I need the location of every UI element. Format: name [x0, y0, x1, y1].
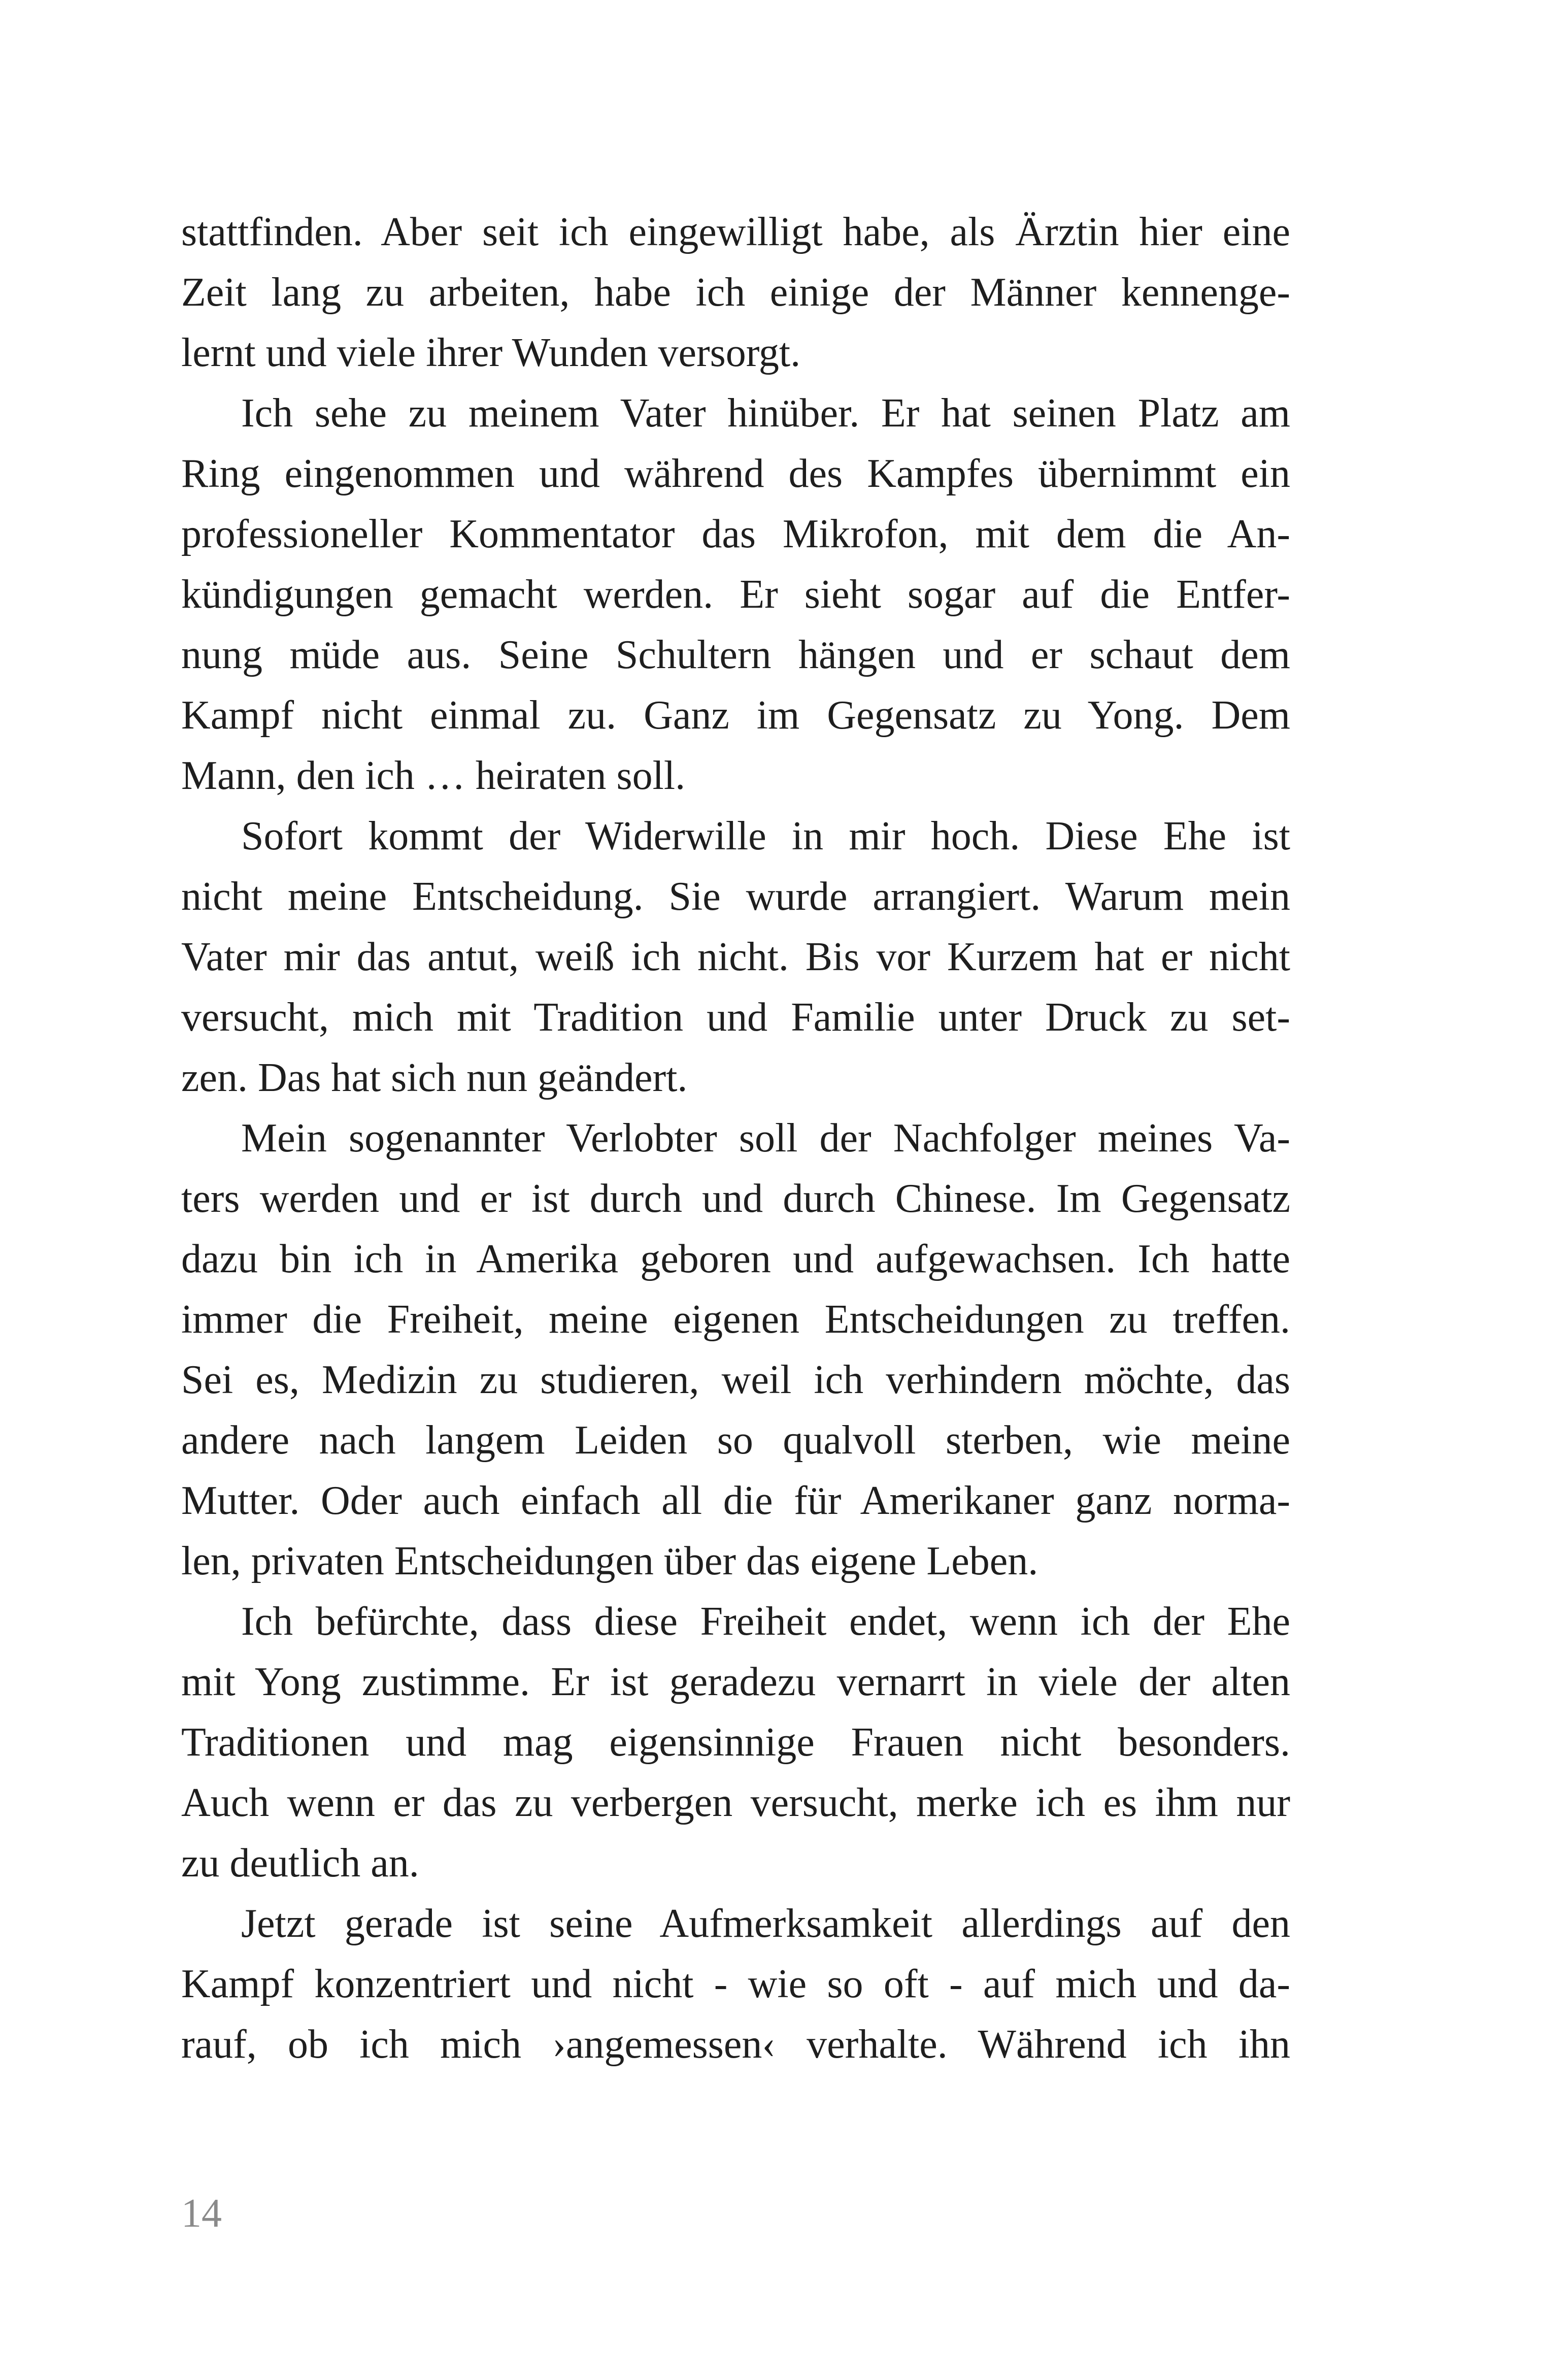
- text-line: nung müde aus. Seine Schultern hängen und er schaut dem: [181, 633, 1290, 677]
- text-line: dazu bin ich in Amerika geboren und aufgewachsen. Ich hatte: [181, 1237, 1290, 1281]
- text-line: lernt und viele ihrer Wunden versorgt.: [181, 330, 801, 375]
- text-line: len, privaten Entscheidungen über das eigene Leben.: [181, 1539, 1038, 1583]
- text-line: ters werden und er ist durch und durch Chinese. Im Gegensatz: [181, 1176, 1290, 1221]
- page-number: 14: [181, 2191, 222, 2236]
- text-line: Sofort kommt der Widerwille in mir hoch. Diese Ehe ist: [241, 814, 1290, 858]
- text-line: rauf, ob ich mich ›angemessen‹ verhalte. Während ich ihn: [181, 2022, 1290, 2067]
- text-line: Kampf konzentriert und nicht - wie so oft - auf mich und da-: [181, 1962, 1290, 2006]
- text-line: nicht meine Entscheidung. Sie wurde arrangiert. Warum mein: [181, 874, 1290, 919]
- text-line: andere nach langem Leiden so qualvoll sterben, wie meine: [181, 1418, 1290, 1463]
- text-line: immer die Freiheit, meine eigenen Entscheidungen zu treffen.: [181, 1297, 1290, 1342]
- text-line: zen. Das hat sich nun geändert.: [181, 1055, 688, 1100]
- text-line: Kampf nicht einmal zu. Ganz im Gegensatz zu Yong. Dem: [181, 693, 1290, 738]
- text-line: Ich befürchte, dass diese Freiheit endet, wenn ich der Ehe: [241, 1599, 1290, 1644]
- text-line: kündigungen gemacht werden. Er sieht sogar auf die Entfer-: [181, 572, 1290, 617]
- text-line: Sei es, Medizin zu studieren, weil ich verhindern möchte, das: [181, 1358, 1290, 1402]
- text-line: Ich sehe zu meinem Vater hinüber. Er hat seinen Platz am: [241, 391, 1290, 436]
- text-line: stattfinden. Aber seit ich eingewilligt habe, als Ärztin hier eine: [181, 210, 1290, 254]
- text-line: Mann, den ich … heiraten soll.: [181, 753, 686, 798]
- text-line: Mein sogenannter Verlobter soll der Nachfolger meines Va-: [241, 1116, 1290, 1161]
- body-text: [181, 202, 1290, 2075]
- text-line: Ring eingenommen und während des Kampfes übernimmt ein: [181, 451, 1290, 496]
- text-line: zu deutlich an.: [181, 1841, 419, 1886]
- text-line: professioneller Kommentator das Mikrofon, mit dem die An-: [181, 512, 1290, 556]
- text-line: Jetzt gerade ist seine Aufmerksamkeit allerdings auf den: [241, 1901, 1290, 1946]
- text-line: Zeit lang zu arbeiten, habe ich einige der Männer kennenge-: [181, 270, 1290, 315]
- text-line: Auch wenn er das zu verbergen versucht, merke ich es ihm nur: [181, 1780, 1290, 1825]
- text-line: Mutter. Oder auch einfach all die für Amerikaner ganz norma-: [181, 1478, 1290, 1523]
- text-line: mit Yong zustimme. Er ist geradezu vernarrt in viele der alten: [181, 1660, 1290, 1704]
- text-line: Vater mir das antut, weiß ich nicht. Bis vor Kurzem hat er nicht: [181, 935, 1290, 979]
- text-line: Traditionen und mag eigensinnige Frauen nicht besonders.: [181, 1720, 1290, 1765]
- text-line: versucht, mich mit Tradition und Familie unter Druck zu set-: [181, 995, 1290, 1040]
